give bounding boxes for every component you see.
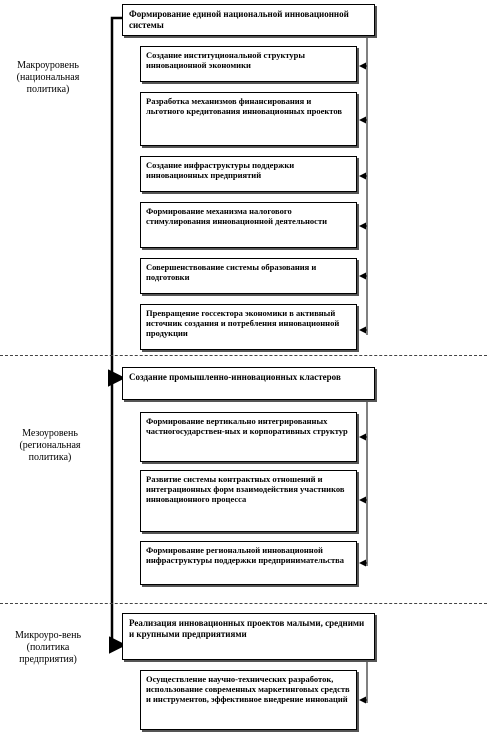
meso-head-box: Создание промышленно-инновационных кластеров [122, 367, 375, 400]
meso-item-2: Развитие системы контрактных отношений и интеграционных форм взаимодействия участников инновационного процесса [140, 470, 357, 532]
micro-head-box: Реализация инновационных проектов малыми, средними и крупными предприятиями [122, 613, 375, 660]
level-label-micro: Микроуро-вень (политика предприятия) [14, 630, 82, 665]
macro-item-5: Совершенствование системы образования и подготовки [140, 258, 357, 294]
meso-item-1: Формирование вертикально интегрированных частногосударствен-ных и корпоративных структур [140, 412, 357, 462]
macro-item-4: Формирование механизма налогового стимулирования инновационной деятельности [140, 202, 357, 248]
macro-item-2: Разработка механизмов финансирования и льготного кредитования инновационных проектов [140, 92, 357, 146]
macro-head-box: Формирование единой национальной инновационной системы [122, 4, 375, 36]
macro-item-6: Превращение госсектора экономики в активный источник создания и потребления инновационной продукции [140, 304, 357, 350]
macro-item-3: Создание инфраструктуры поддержки инновационных предприятий [140, 156, 357, 192]
meso-item-3: Формирование региональной инновационной инфраструктуры поддержки предпринимательства [140, 541, 357, 585]
macro-item-1: Создание институциональной структуры инновационной экономики [140, 46, 357, 82]
micro-item-1: Осуществление научно-технических разработок, использование современных маркетинговых средств и инструментов, эффективное внедрение инноваций [140, 670, 357, 730]
separator-meso-micro [0, 603, 487, 604]
level-label-meso: Мезоуровень (региональная политика) [19, 428, 81, 463]
separator-macro-meso [0, 355, 487, 356]
level-label-macro: Макроуровень (национальная политика) [16, 60, 80, 95]
